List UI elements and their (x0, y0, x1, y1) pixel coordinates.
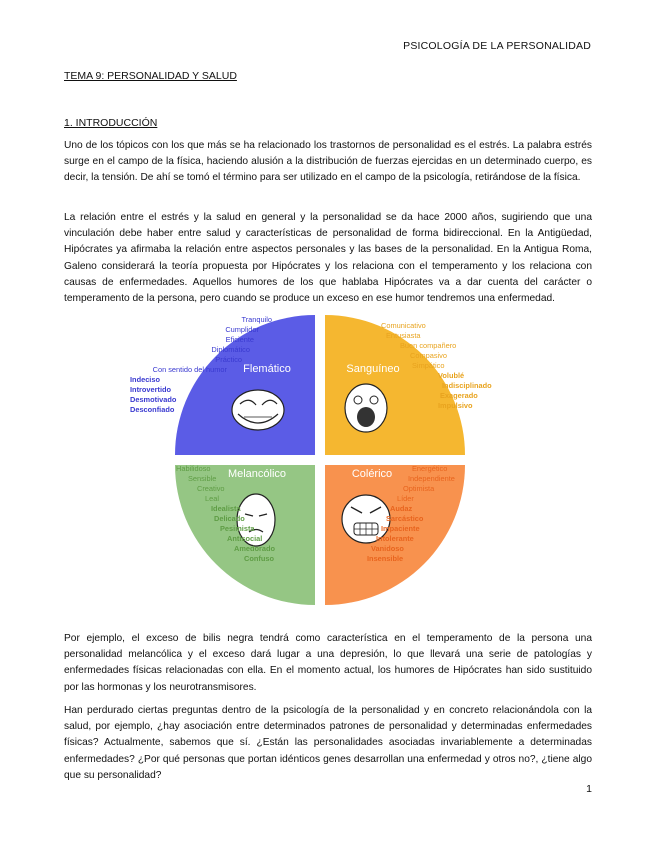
trait-label: Insensible (367, 554, 404, 563)
trait-label: Sarcástico (386, 514, 424, 523)
paragraph-history: La relación entre el estrés y la salud en general y la personalidad se da hace 2000 años, sugiriendo que una vinculación debe haber entre salud y características de personalidad de forma bidireccional. En la Antigüedad, Hipócrates ya afirmaba la relación entre aspectos personales y las bases de la personalidad. En la Antigua Roma, Galeno considerará la teoría propuesta por Hipócrates y los relaciona con el temperamento y los relaciona con causas de enfermedades. Aquellos humores de los que hablaba Hipócrates va a dar cuenta del carácter o temperamento de la persona, pero cuando se produce un exceso en ese humor tendremos una enfermedad. (64, 212, 592, 305)
trait-label: Intolerante (376, 534, 414, 543)
trait-label: Antisocial (227, 534, 263, 543)
trait-label: Práctico (215, 355, 242, 364)
trait-label: Indisciplinado (442, 381, 492, 390)
trait-label: Vanidoso (371, 544, 404, 553)
trait-label: Sensible (188, 474, 217, 483)
trait-label: Compasivo (410, 351, 447, 360)
trait-label: Energético (412, 464, 448, 473)
trait-label: Habilidoso (176, 464, 211, 473)
topic-title: TEMA 9: PERSONALIDAD Y SALUD (64, 70, 237, 82)
quadrant-title-flematico: Flemático (243, 363, 291, 375)
troll-face-icon (232, 390, 284, 430)
trait-label: Diplomático (211, 345, 250, 354)
trait-label: Indeciso (130, 375, 160, 384)
laughing-face-icon (345, 384, 387, 432)
trait-label: Audaz (390, 504, 413, 513)
trait-label: Eficiente (225, 335, 254, 344)
temperaments-diagram (110, 310, 492, 630)
quadrant-title-melancolico: Melancólico (227, 468, 287, 480)
trait-label: Entusiasta (386, 331, 421, 340)
trait-label: Leal (205, 494, 219, 503)
trait-label: Optimista (403, 484, 435, 493)
trait-label: Con sentido del humor (152, 365, 227, 374)
trait-label: Tranquilo (241, 315, 272, 324)
trait-label: Cumplidor (225, 325, 259, 334)
quadrant-title-colerico: Colérico (351, 468, 393, 480)
page-number: 1 (586, 783, 592, 795)
trait-label: Volublé (438, 371, 465, 380)
paragraph-bile-example: Por ejemplo, el exceso de bilis negra tendrá como característica en el temperamento de la persona una personalidad melancólica y el exceso dará lugar a una depresión, lo que llevará una serie de patologías y enfermedades físicas relacionadas con ella. En el momento actual, los humores de Hipócrates han sido sustituido por las hormonas y los neurotransmisores. (64, 633, 592, 693)
trait-label: Simpático (412, 361, 445, 370)
trait-label: Pesimista (220, 524, 255, 533)
trait-label: Buen compañero (400, 341, 457, 350)
running-header: PSICOLOGÍA DE LA PERSONALIDAD (403, 40, 591, 52)
trait-label: Desconfiado (130, 405, 175, 414)
trait-label: Desmotivado (130, 395, 177, 404)
trait-label: Impaciente (381, 524, 420, 533)
trait-label: Exagerado (440, 391, 478, 400)
paragraph-stress-origin: Uno de los tópicos con los que más se ha relacionado los trastornos de personalidad es el estrés. La palabra estrés surge en el campo de la física, haciendo alusión a la distribución de fuerzas ejercidas en un determinado cuerpo, es decir, la tensión. De ahí se tomó el término para ser utilizado en el campo de la psicología, retirándose de la física. (64, 140, 592, 184)
quadrant-title-sanguineo: Sanguíneo (346, 363, 400, 375)
section-heading: 1. INTRODUCCIÓN (64, 117, 158, 129)
paragraph-questions: Han perdurado ciertas preguntas dentro de la psicología de la personalidad y en concreto relacionándola con la salud, por ejemplo, ¿hay asociación entre determinados patrones de personalidad y determinadas enfermedades físicas? Actualmente, sabemos que sí. ¿Están las personalidades asociadas invariablemente a determinadas enfermedades? ¿Por qué personas que portan idénticos genes desarrollan una enfermedad y otros no?, ¿tiene algo que su personalidad? (64, 705, 592, 781)
trait-label: Delicado (214, 514, 245, 523)
trait-label: Introvertido (130, 385, 172, 394)
trait-label: Líder (397, 494, 414, 503)
trait-label: Amedorado (234, 544, 276, 553)
trait-label: Idealista (211, 504, 241, 513)
trait-label: Confuso (244, 554, 274, 563)
trait-label: Independiente (408, 474, 455, 483)
temperaments-figure (110, 310, 492, 630)
trait-label: Comunicativo (381, 321, 426, 330)
trait-label: Creativo (197, 484, 225, 493)
trait-label: Impulsivo (438, 401, 473, 410)
